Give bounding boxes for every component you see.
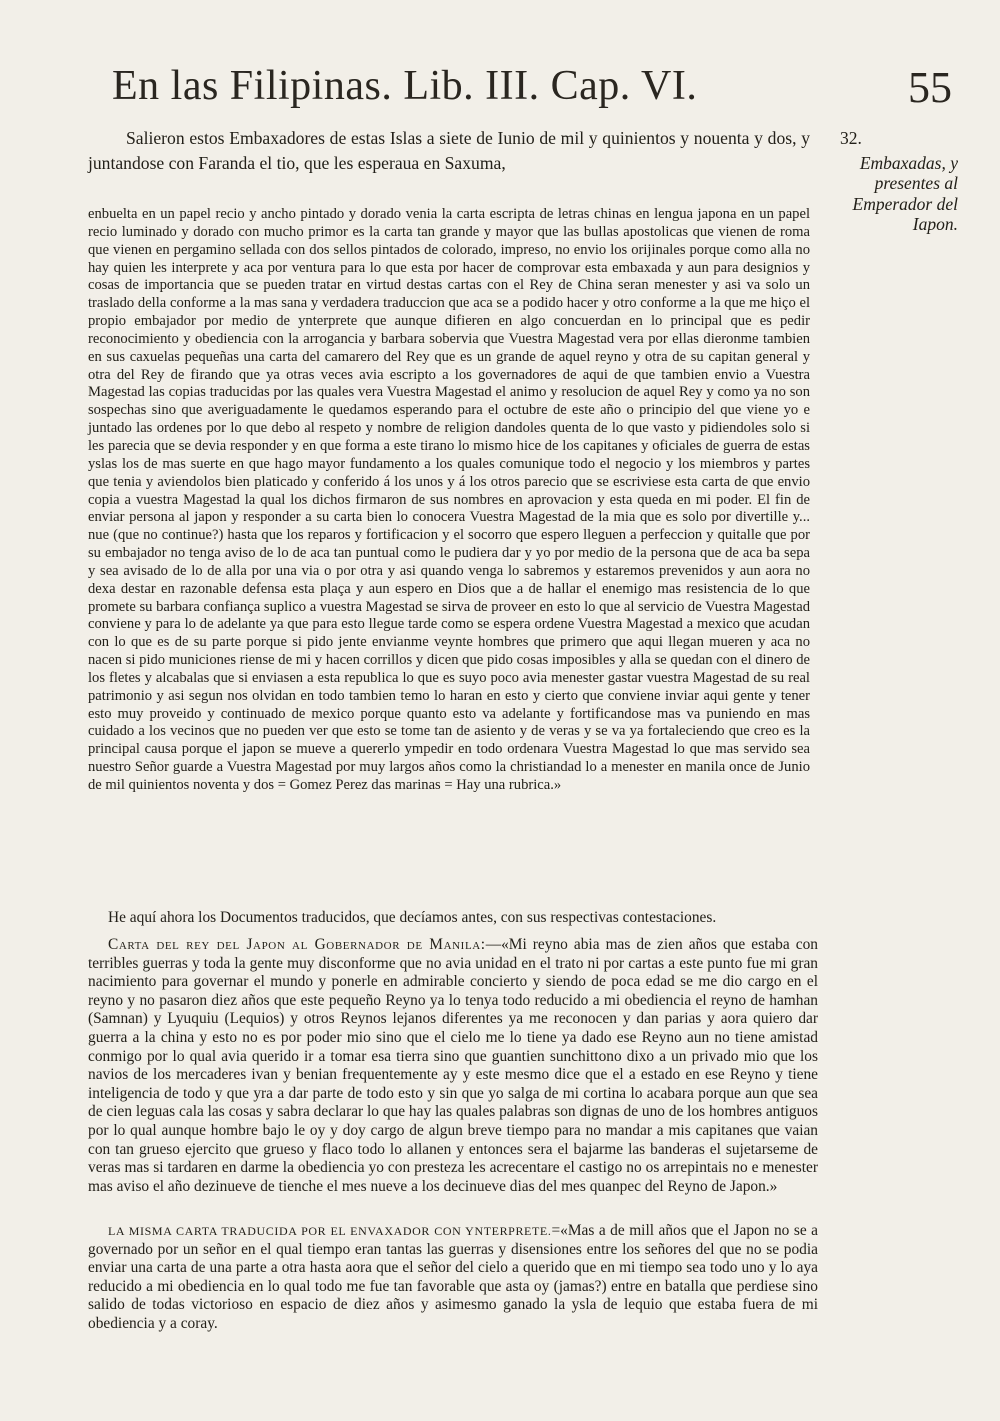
intro-paragraph: Salieron estos Embaxadores de estas Islas a siete de Iunio de mil y quinientos y nouenta y dos, y juntandose con Faranda el tio, que les esperaua en Saxuma, xyxy=(88,128,810,173)
margin-note xyxy=(818,128,958,235)
documents-intro-paragraph: He aquí ahora los Documentos traducidos, que decíamos antes, con sus respectivas contestaciones. xyxy=(108,909,717,926)
carta-rey-heading: Carta del rey del Japon al Gobernador de Manila: xyxy=(108,936,486,953)
page-header xyxy=(112,62,952,122)
misma-carta-text: =«Mas a de mill años que el Japon no se a governado por un señor en el qual tiempo eran tantas las guerras y disensiones entre los señores del que no se podia enviar una carta de una parte a otra hasta aora que el señor del cielo a querido que en mi tiempo sea todo uno y lo aya reducido a mi obediencia en lo qual todo me fue tan favorable que asta oy (jamas?) entre en batalla que perdiese sino salido de todas victorioso en espacio de diez años y asimesmo ganado la ysla de lequio que estaba fuera de mi obediencia y a coray. xyxy=(88,1222,818,1332)
carta-rey-paragraph xyxy=(88,936,818,1196)
letter-quote-paragraph: enbuelta en un papel recio y ancho pintado y dorado venia la carta escripta de letras chinas en lengua japona en un papel recio luminado y dorado con mucho primor es la carta tan grande y mayor que las bullas apostolicas que vienen de roma que vienen en pergamino sellada con dos sellos pintados de colorado, impreso, no envio los orijinales porque como alla no hay quien les interprete y aca por ventura para lo que esta por hacer de comprovar esta embaxada y aun para designios y cosas de importancia que se pueden tratar en virtud destas cartas con el Rey de China seran menester y asi va solo un traslado della conforme a la mas sana y verdadera traduccion que aca se a podido hacer y otro conforme a la que me hiço el propio embajador por medio de ynterprete que aunque difieren en algo concuerdan en lo principal que es pedir reconocimiento y obediencia con la arrogancia y barbara sobervia que Vuestra Magestad vera por ellas dieronme tambien en sus caxuelas pequeñas una carta del camarero del Rey que es un grande de aquel reyno y otra de su capitan general y otra del Rey de firando que ya otras veces avia escripto a los governadores de aqui de que tambien envio a Vuestra Magestad las copias traducidas por las quales vera Vuestra Magestad el animo y resolucion de aquel Rey y como ya no son sospechas sino que averiguadamente le quedamos esperando para el octubre de este año o principio del que viene yo e juntado las ordenes por lo que debo al respeto y nombre de religion dandoles quenta de lo que vasto y pidiendoles solo si les parecia que se devia responder y en que forma a este tirano lo mismo hice de los capitanes y oficiales de guerra de estas yslas los de mas suerte en que hago mayor fundamento a los quales comunique todo el negocio y los miembros y partes que tenia y aviendolos bien platicado y conferido á los unos y á los otros parecio que se escriviese esta carta de que envio copia a vuestra Magestad la qual los dichos firmaron de sus nombres en aprovacion y esta queda en mi poder. El fin de enviar persona al japon y responder a su carta bien lo conocera Vuestra Magestad de la mia que es solo por divertille y... nue (que no continue?) hasta que los reparos y fortificacion y el socorro que espero lleguen a perfeccion y quitalle que por su embajador no tenga aviso de lo de aca tan puntual como le pudiera dar y yo por medio de la persona que de aca ba sepa y sea avisado de lo de alla por una via o por otra y asi quando venga lo sabremos y estaremos prevenidos y aun aora no dexa destar en razonable defensa esta plaça y aun espero en Dios que a de hallar el enemigo mas resistencia de lo que promete su barbara confiança suplico a vuestra Magestad se sirva de proveer en esto lo que al servicio de Vuestra Magestad conviene y para lo de adelante ya que para esto llegue tarde como se espera ordene Vuestra Magestad a mexico que acudan con lo que es de su parte porque si pido jente envianme veynte hombres que primero que aqui llegan mueren y aca no nacen si pido municiones riense de mi y hacen corrillos y dicen que pido cosas imposibles y alla se quedan con el dinero de los fletes y alcabalas que si enviasen a esta republica lo que es suyo poco avia menester gastar vuestra Magestad de su real patrimonio y asi segun nos olvidan en todo tambien temo lo haran en esto y cierto que conviene inviar aqui gente y tener esto muy proveido y continuado de mexico porque quanto esto va adelante y fortificandose mas va puniendo en mas cuidado a los vecinos que no pueden ver que esto se tome tan de asiento y de veras y se va ya fortaleciendo que creo es la principal causa porque el japon se mueve a quererlo ympedir en todo ordenara Vuestra Magestad lo que mas servido sea nuestro Señor guarde a Vuestra Magestad por muy largos años como la christiandad lo a menester en manila once de Junio de mil quinientos noventa y dos = Gomez Perez das marinas = Hay una rubrica.» xyxy=(88,206,810,793)
running-title: En las Filipinas. Lib. III. Cap. VI. xyxy=(112,63,698,109)
page-number: 55 xyxy=(908,63,952,112)
misma-carta-paragraph xyxy=(88,1222,818,1334)
margin-note-text: Embaxadas, y presentes al Emperador del Iapon. xyxy=(852,152,958,234)
carta-rey-text: —«Mi reyno abia mas de zien años que estaba con terribles guerras y toda la gente muy disconforme que no avia unidad en el trato ni por cartas a este punto fue mi gran nacimiento para governar el mundo y ponerle en admirable concierto y siendo de poca edad se me dio cargo en el reyno y no pasaron diez años que este pequeño Reyno ya lo tenya todo reducido a mi obediencia el reyno de hamhan (Samnan) y Lyuquiu (Lequios) y otros Reynos lejanos diferentes ya me reconocen y dan parias y aora quiero dar guerra a la china y esto no es por poder mio sino que el cielo me lo tiene ya dado ese Reyno aun no tiene amistad conmigo por lo qual avia querido ir a tomar esa tierra sino que guantien sunchittono dixo a un privado mio que los navios de los mercaderes ivan y benian frequentemente ay y este mesmo dice que el a estado en ese Reyno y tiene inteligencia de todo y que yra a dar parte de todo esto y sin que yo salga de mi cortina lo acabara porque aun que sea de cien leguas cala las cosas y sabra declarar lo que hay las quales palabras son dignas de uno de los hombres antiguos por lo qual aunque hombre bajo le oy y doy cargo de algun breve tiempo para no mandar a mis capitanes que vaian con tan grueso ejercito que grueso y flaco todo lo allanen y entonces sera el bajarme las banderas el sujetarseme de veras mas si tardaren en darme la obediencia yo con presteza les acrecentare el castigo no os arrepintais no e menester mas aviso el año dezinueve de tienche el mes nueve a los decinueve dias del mes quanpec del Reyno de Japon.» xyxy=(88,936,818,1195)
misma-carta-heading: LA MISMA CARTA TRADUCIDA POR EL ENVAXADOR CON YNTERPRETE. xyxy=(108,1224,552,1238)
margin-note-number: 32. xyxy=(840,128,862,148)
